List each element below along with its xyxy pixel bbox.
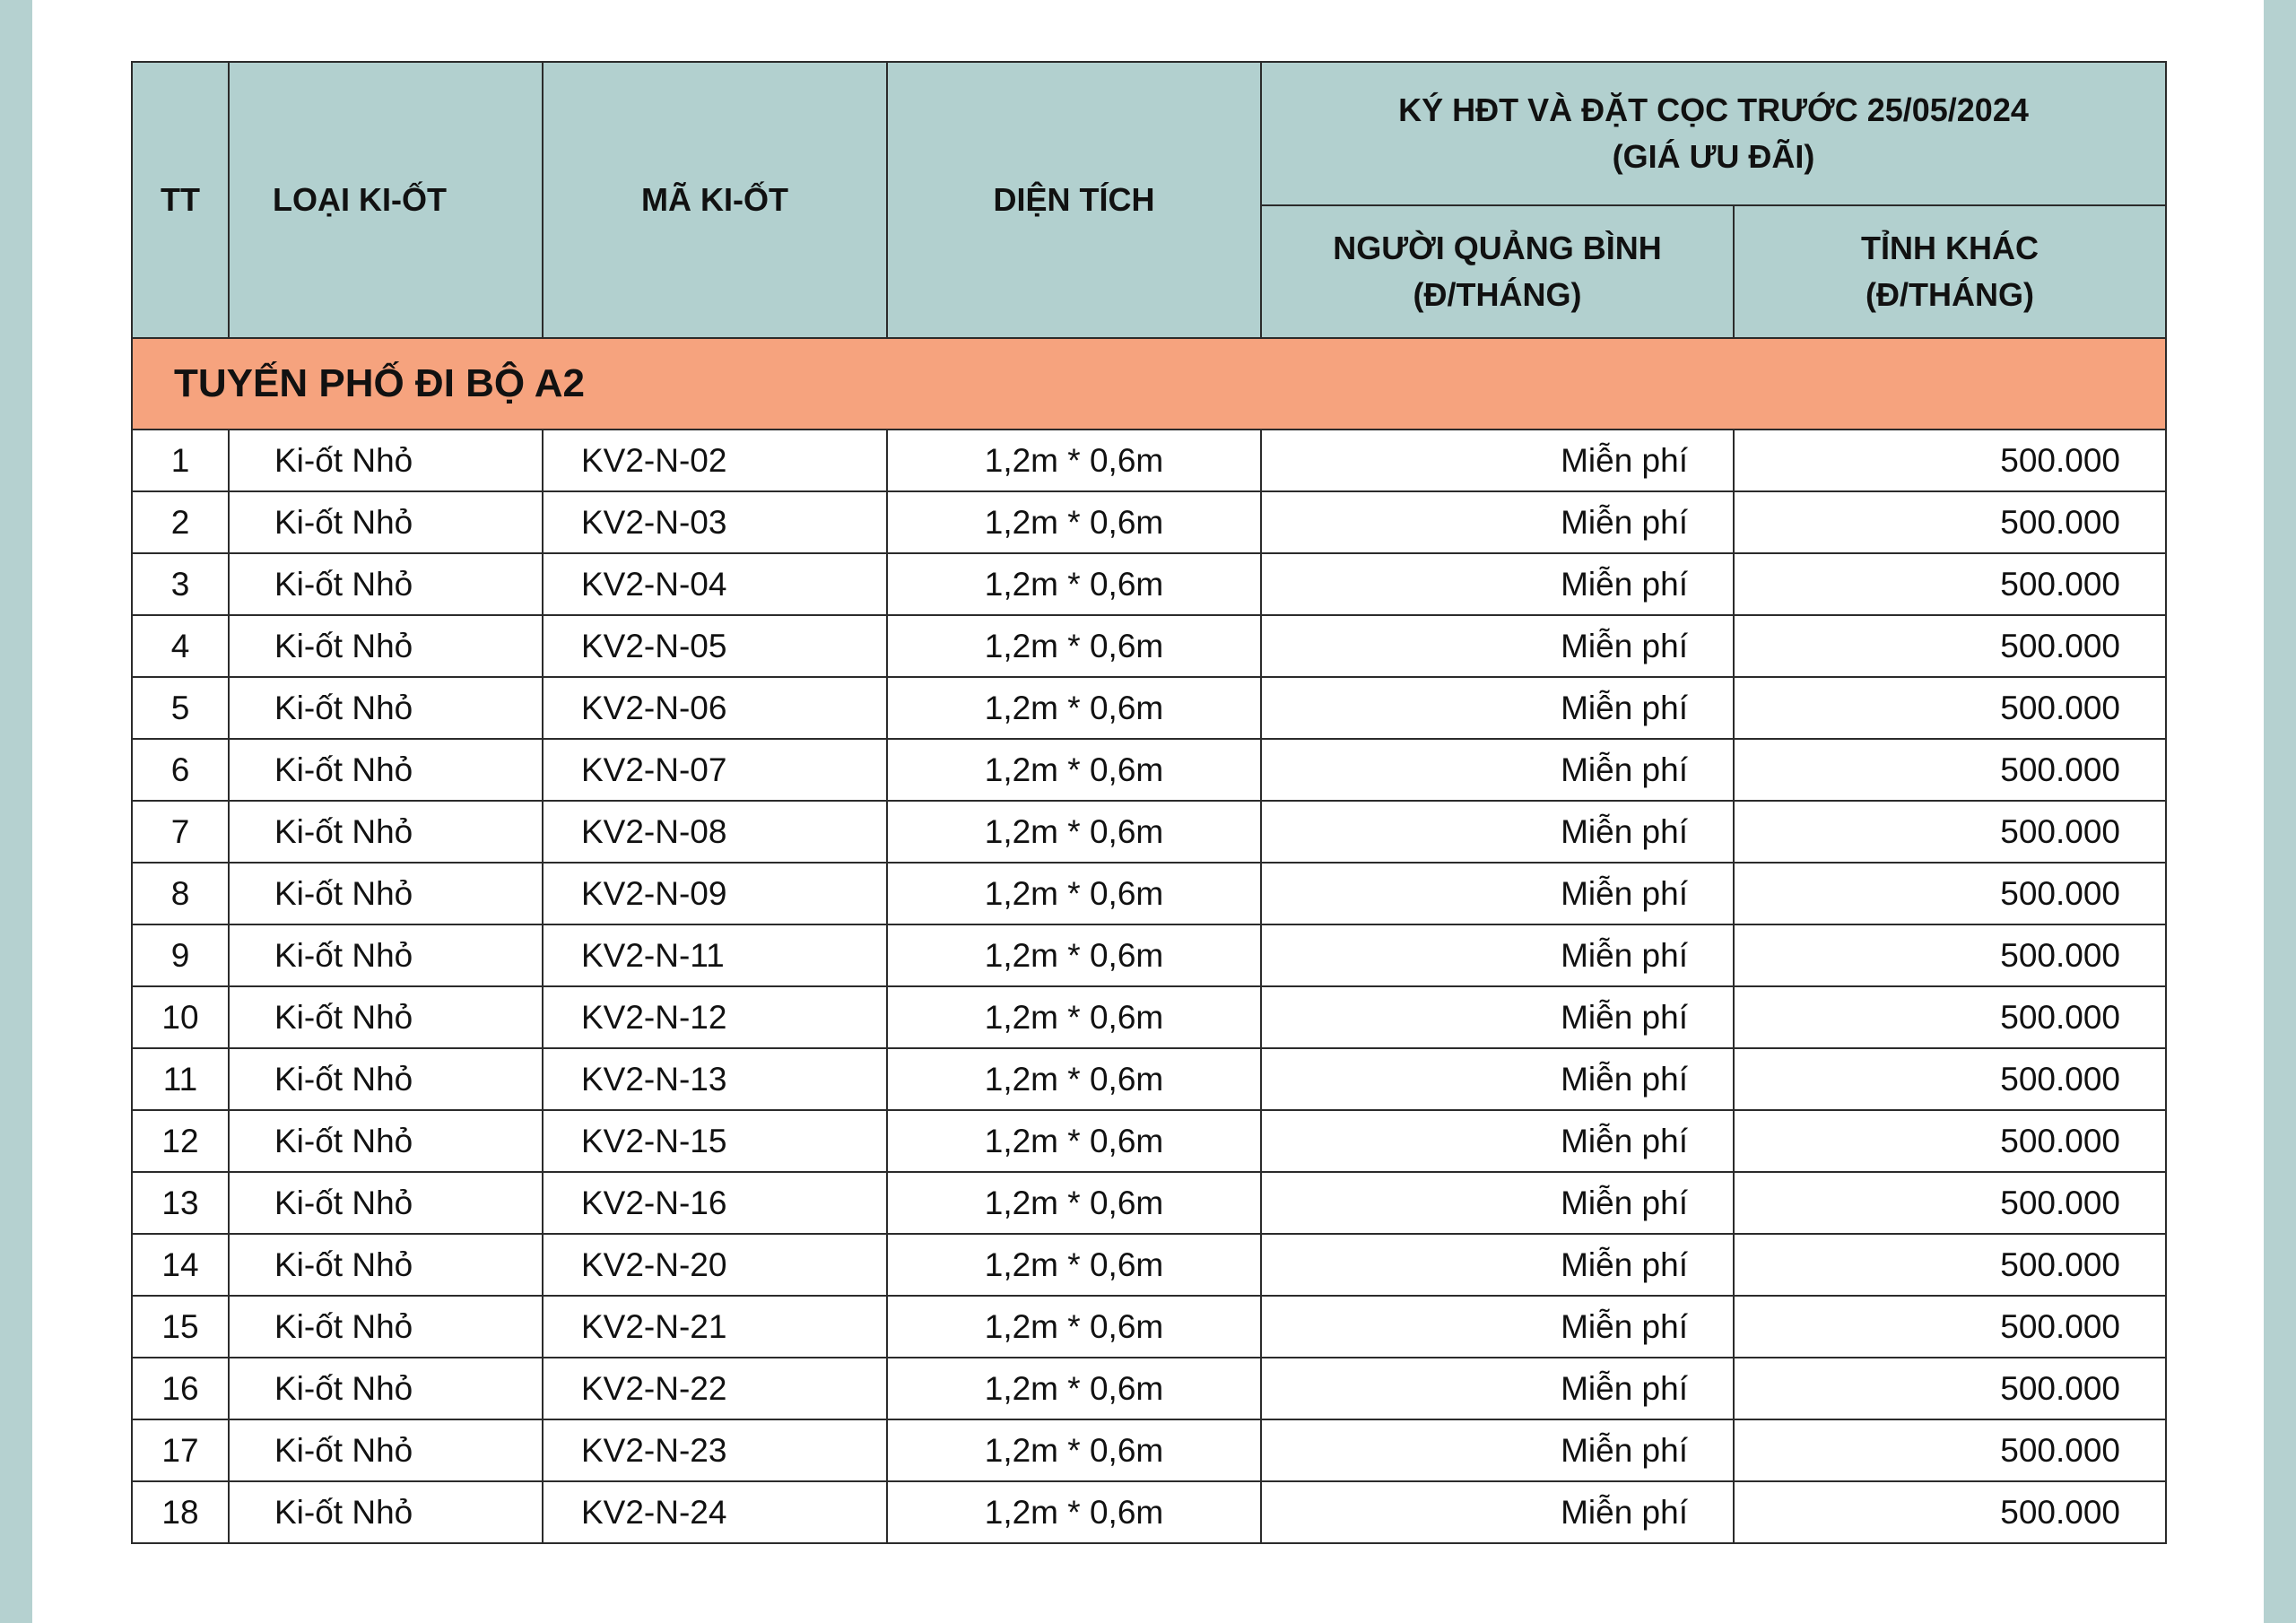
- table-row: [132, 1172, 2166, 1234]
- cell-tt: 15: [132, 1296, 229, 1358]
- table-row: [132, 1296, 2166, 1358]
- cell-price-other-province: 500.000: [1734, 615, 2166, 677]
- cell-price-quang-binh: Miễn phí: [1261, 739, 1734, 801]
- cell-area: 1,2m * 0,6m: [887, 1110, 1261, 1172]
- cell-kiosk-code: KV2-N-21: [543, 1296, 887, 1358]
- cell-area: 1,2m * 0,6m: [887, 801, 1261, 863]
- cell-area: 1,2m * 0,6m: [887, 1234, 1261, 1296]
- cell-area: 1,2m * 0,6m: [887, 677, 1261, 739]
- cell-kiosk-code: KV2-N-13: [543, 1048, 887, 1110]
- cell-tt: 7: [132, 801, 229, 863]
- table-row: [132, 677, 2166, 739]
- cell-kiosk-code: KV2-N-03: [543, 491, 887, 553]
- cell-price-other-province: 500.000: [1734, 1481, 2166, 1543]
- cell-tt: 11: [132, 1048, 229, 1110]
- cell-price-other-province: 500.000: [1734, 986, 2166, 1048]
- cell-price-other-province: 500.000: [1734, 1296, 2166, 1358]
- header-qb-line1: NGƯỜI QUẢNG BÌNH: [1333, 230, 1662, 266]
- cell-kiosk-type: Ki-ốt Nhỏ: [229, 491, 543, 553]
- cell-kiosk-type: Ki-ốt Nhỏ: [229, 1048, 543, 1110]
- cell-kiosk-type: Ki-ốt Nhỏ: [229, 1296, 543, 1358]
- cell-kiosk-code: KV2-N-23: [543, 1419, 887, 1481]
- cell-area: 1,2m * 0,6m: [887, 1419, 1261, 1481]
- cell-price-quang-binh: Miễn phí: [1261, 1481, 1734, 1543]
- header-group-line2: (GIÁ ƯU ĐÃI): [1612, 138, 1815, 175]
- header-other-line1: TỈNH KHÁC: [1861, 230, 2039, 266]
- cell-kiosk-type: Ki-ốt Nhỏ: [229, 1110, 543, 1172]
- header-other-line2: (Đ/THÁNG): [1866, 276, 2034, 313]
- header-quang-binh: [1261, 205, 1734, 338]
- cell-kiosk-code: KV2-N-16: [543, 1172, 887, 1234]
- cell-area: 1,2m * 0,6m: [887, 615, 1261, 677]
- cell-price-other-province: 500.000: [1734, 491, 2166, 553]
- section-row: [132, 338, 2166, 430]
- header-row: [132, 62, 2166, 205]
- cell-area: 1,2m * 0,6m: [887, 739, 1261, 801]
- cell-price-quang-binh: Miễn phí: [1261, 986, 1734, 1048]
- cell-tt: 8: [132, 863, 229, 924]
- table-row: [132, 491, 2166, 553]
- cell-price-other-province: 500.000: [1734, 1358, 2166, 1419]
- cell-price-quang-binh: Miễn phí: [1261, 801, 1734, 863]
- cell-kiosk-type: Ki-ốt Nhỏ: [229, 739, 543, 801]
- cell-tt: 12: [132, 1110, 229, 1172]
- cell-price-quang-binh: Miễn phí: [1261, 1296, 1734, 1358]
- cell-tt: 14: [132, 1234, 229, 1296]
- cell-kiosk-code: KV2-N-22: [543, 1358, 887, 1419]
- table-row: [132, 739, 2166, 801]
- table-row: [132, 615, 2166, 677]
- table-row: [132, 924, 2166, 986]
- cell-tt: 5: [132, 677, 229, 739]
- cell-price-quang-binh: Miễn phí: [1261, 1110, 1734, 1172]
- cell-tt: 1: [132, 430, 229, 491]
- cell-area: 1,2m * 0,6m: [887, 553, 1261, 615]
- cell-price-quang-binh: Miễn phí: [1261, 924, 1734, 986]
- cell-area: 1,2m * 0,6m: [887, 986, 1261, 1048]
- cell-price-other-province: 500.000: [1734, 863, 2166, 924]
- cell-area: 1,2m * 0,6m: [887, 1481, 1261, 1543]
- cell-price-other-province: 500.000: [1734, 677, 2166, 739]
- cell-kiosk-type: Ki-ốt Nhỏ: [229, 1481, 543, 1543]
- cell-kiosk-code: KV2-N-06: [543, 677, 887, 739]
- cell-price-quang-binh: Miễn phí: [1261, 1234, 1734, 1296]
- header-qb-line2: (Đ/THÁNG): [1413, 276, 1582, 313]
- cell-kiosk-type: Ki-ốt Nhỏ: [229, 924, 543, 986]
- cell-price-quang-binh: Miễn phí: [1261, 1419, 1734, 1481]
- header-group-line1: KÝ HĐT VÀ ĐẶT CỌC TRƯỚC 25/05/2024: [1398, 91, 2029, 128]
- cell-tt: 16: [132, 1358, 229, 1419]
- cell-tt: 3: [132, 553, 229, 615]
- cell-price-other-province: 500.000: [1734, 553, 2166, 615]
- cell-area: 1,2m * 0,6m: [887, 1048, 1261, 1110]
- table-row: [132, 801, 2166, 863]
- cell-tt: 2: [132, 491, 229, 553]
- cell-price-other-province: 500.000: [1734, 1110, 2166, 1172]
- cell-tt: 10: [132, 986, 229, 1048]
- cell-tt: 18: [132, 1481, 229, 1543]
- cell-area: 1,2m * 0,6m: [887, 1172, 1261, 1234]
- table-row: [132, 1110, 2166, 1172]
- cell-price-other-province: 500.000: [1734, 1172, 2166, 1234]
- cell-kiosk-type: Ki-ốt Nhỏ: [229, 1234, 543, 1296]
- cell-area: 1,2m * 0,6m: [887, 430, 1261, 491]
- header-area: DIỆN TÍCH: [887, 62, 1261, 338]
- cell-kiosk-code: KV2-N-07: [543, 739, 887, 801]
- kiosk-pricing-table: [131, 61, 2167, 1544]
- cell-tt: 6: [132, 739, 229, 801]
- table-row: [132, 1419, 2166, 1481]
- cell-kiosk-code: KV2-N-12: [543, 986, 887, 1048]
- cell-price-quang-binh: Miễn phí: [1261, 491, 1734, 553]
- table-row: [132, 553, 2166, 615]
- cell-kiosk-type: Ki-ốt Nhỏ: [229, 1419, 543, 1481]
- cell-kiosk-code: KV2-N-20: [543, 1234, 887, 1296]
- cell-area: 1,2m * 0,6m: [887, 863, 1261, 924]
- table-row: [132, 986, 2166, 1048]
- cell-price-other-province: 500.000: [1734, 1048, 2166, 1110]
- cell-price-quang-binh: Miễn phí: [1261, 1048, 1734, 1110]
- cell-kiosk-type: Ki-ốt Nhỏ: [229, 1358, 543, 1419]
- cell-price-quang-binh: Miễn phí: [1261, 863, 1734, 924]
- cell-price-quang-binh: Miễn phí: [1261, 677, 1734, 739]
- table-row: [132, 863, 2166, 924]
- header-preferential-group: [1261, 62, 2166, 205]
- cell-kiosk-type: Ki-ốt Nhỏ: [229, 863, 543, 924]
- cell-kiosk-code: KV2-N-11: [543, 924, 887, 986]
- cell-kiosk-code: KV2-N-09: [543, 863, 887, 924]
- cell-area: 1,2m * 0,6m: [887, 491, 1261, 553]
- cell-kiosk-code: KV2-N-05: [543, 615, 887, 677]
- header-other-province: [1734, 205, 2166, 338]
- cell-price-quang-binh: Miễn phí: [1261, 553, 1734, 615]
- cell-kiosk-type: Ki-ốt Nhỏ: [229, 801, 543, 863]
- cell-price-other-province: 500.000: [1734, 1234, 2166, 1296]
- table-row: [132, 1048, 2166, 1110]
- cell-price-other-province: 500.000: [1734, 1419, 2166, 1481]
- cell-area: 1,2m * 0,6m: [887, 1358, 1261, 1419]
- cell-tt: 4: [132, 615, 229, 677]
- cell-price-quang-binh: Miễn phí: [1261, 615, 1734, 677]
- header-kiosk-type: LOẠI KI-ỐT: [229, 62, 543, 338]
- document-page: [32, 0, 2264, 1623]
- cell-price-other-province: 500.000: [1734, 801, 2166, 863]
- cell-tt: 13: [132, 1172, 229, 1234]
- cell-area: 1,2m * 0,6m: [887, 924, 1261, 986]
- table-row: [132, 1234, 2166, 1296]
- cell-price-other-province: 500.000: [1734, 924, 2166, 986]
- header-kiosk-code: MÃ KI-ỐT: [543, 62, 887, 338]
- cell-kiosk-code: KV2-N-04: [543, 553, 887, 615]
- cell-price-quang-binh: Miễn phí: [1261, 1172, 1734, 1234]
- section-title: TUYẾN PHỐ ĐI BỘ A2: [132, 338, 2166, 430]
- cell-kiosk-type: Ki-ốt Nhỏ: [229, 986, 543, 1048]
- cell-tt: 9: [132, 924, 229, 986]
- cell-kiosk-code: KV2-N-15: [543, 1110, 887, 1172]
- table-row: [132, 1358, 2166, 1419]
- cell-kiosk-type: Ki-ốt Nhỏ: [229, 677, 543, 739]
- table-row: [132, 1481, 2166, 1543]
- cell-tt: 17: [132, 1419, 229, 1481]
- cell-kiosk-type: Ki-ốt Nhỏ: [229, 430, 543, 491]
- cell-area: 1,2m * 0,6m: [887, 1296, 1261, 1358]
- cell-kiosk-code: KV2-N-02: [543, 430, 887, 491]
- cell-price-other-province: 500.000: [1734, 739, 2166, 801]
- cell-kiosk-code: KV2-N-24: [543, 1481, 887, 1543]
- header-tt: TT: [132, 62, 229, 338]
- cell-price-quang-binh: Miễn phí: [1261, 1358, 1734, 1419]
- cell-kiosk-type: Ki-ốt Nhỏ: [229, 553, 543, 615]
- table-row: [132, 430, 2166, 491]
- cell-price-quang-binh: Miễn phí: [1261, 430, 1734, 491]
- cell-kiosk-code: KV2-N-08: [543, 801, 887, 863]
- cell-kiosk-type: Ki-ốt Nhỏ: [229, 1172, 543, 1234]
- cell-price-other-province: 500.000: [1734, 430, 2166, 491]
- cell-kiosk-type: Ki-ốt Nhỏ: [229, 615, 543, 677]
